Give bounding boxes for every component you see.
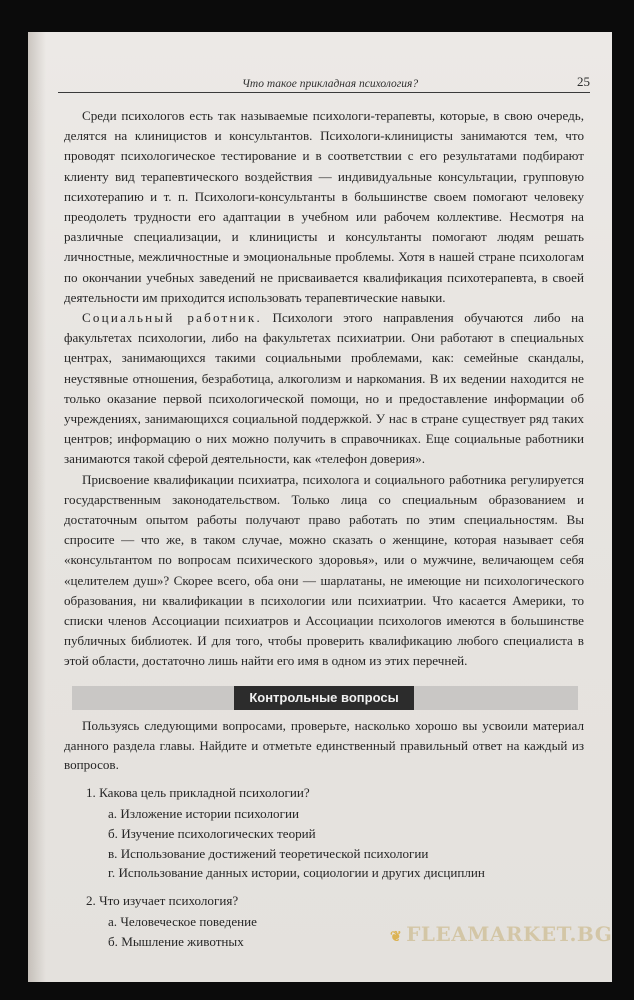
question-2-option-a: а. Человеческое поведение — [108, 914, 257, 930]
paragraph-qualification: Присвоение квалификации психиатра, психолога и социального работника регулируется государственным законодательством. Только лица со специальным образованием и достаточным опытом работы получают право работать по этим специальностям. Вы спросите — что же, в таком случае, можно сказать о женщине, которая называет себя «консультантом по вопросам психического здоровья», или о мужчине, величающем себя «целителем душ»? Скорее всего, оба они — шарлатаны, не имеющие ни психологического образования, ни квалификации в психологии или психиатрии. Что касается Америки, то списки членов Ассоциации психиатров и Ассоциации психологов имеются в большинстве публичных библиотек. И для того, чтобы проверить квалификацию любого специалиста в этой области, достаточно лишь найти его имя в одном из этих перечней. — [64, 471, 584, 669]
book-page — [28, 32, 612, 982]
main-text — [64, 106, 584, 672]
question-1: 1. Какова цель прикладной психологии? — [86, 784, 310, 800]
watermark-text: FLEAMARKET.BG — [406, 922, 613, 946]
page-number: 25 — [577, 74, 590, 89]
question-1-option-c: в. Использование достижений теоретической психологии — [108, 845, 429, 861]
question-1-option-d: г. Использование данных истории, социологии и других дисциплин — [108, 865, 485, 881]
running-header — [58, 70, 590, 93]
page-gutter-shadow — [28, 32, 46, 982]
quiz-intro: Пользуясь следующими вопросами, проверьте, насколько хорошо вы усвоили материал данного раздела главы. Найдите и отметьте единственный правильный ответ на каждый из вопросов. — [64, 718, 584, 773]
question-1-option-b: б. Изучение психологических теорий — [108, 825, 316, 841]
paragraph-social-worker — [64, 308, 584, 470]
question-2-option-b: б. Мышление животных — [108, 933, 244, 949]
paragraph-therapists: Среди психологов есть так называемые психологи-терапевты, которые, в свою очередь, делятся на клиницистов и консультантов. Психологи-клиницисты занимаются тем, что проводят психологическое тестирование и в соответствии с его результатами подбирают клиенту вид терапевтического воздействия — индивидуальные консультации, групповую психотерапию и т. п. Психологи-консультанты в большинстве своем помогают человеку преодолеть трудности его адаптации в учебном или рабочем коллективе. Несмотря на различные специализации, и клиницисты и консультанты помогают людям решать личностные, межличностные и эмоциональные проблемы. Хотя в нашей стране психологам по окончании учебных заведений не присваивается квалификация психотерапевта, в своей деятельности им приходится использовать терапевтические навыки. — [64, 108, 584, 305]
paragraph-social-worker-text: Психологи этого направления обучаются либо на факультетах психологии, либо на факультетах психиатрии. Они работают в специальных центрах, занимающихся такими социальными проблемами, как: семейные скандалы, неустявные отношения, безработица, алкоголизм и наркомания. В их ведении находится не только оказание первой психологической помощи, но и предоставление информации об учреждениях, занимающихся социальной поддержкой. У нас в стране существует ряд таких центров; информацию о них можно получить в справочниках. Еще социальные работники занимаются такой сферой деятельности, как «телефон доверия». — [64, 310, 584, 467]
running-title: Что такое прикладная психология? — [242, 78, 419, 90]
question-2: 2. Что изучает психология? — [86, 892, 239, 908]
section-header-bar — [72, 686, 578, 710]
leaf-logo-icon: ❦ — [390, 929, 403, 945]
section-title: Контрольные вопросы — [234, 686, 414, 710]
review-questions — [64, 716, 584, 952]
question-1-option-a: а. Изложение истории психологии — [108, 806, 299, 822]
watermark — [390, 922, 612, 946]
term-social-worker: Социальный работник. — [82, 310, 262, 326]
